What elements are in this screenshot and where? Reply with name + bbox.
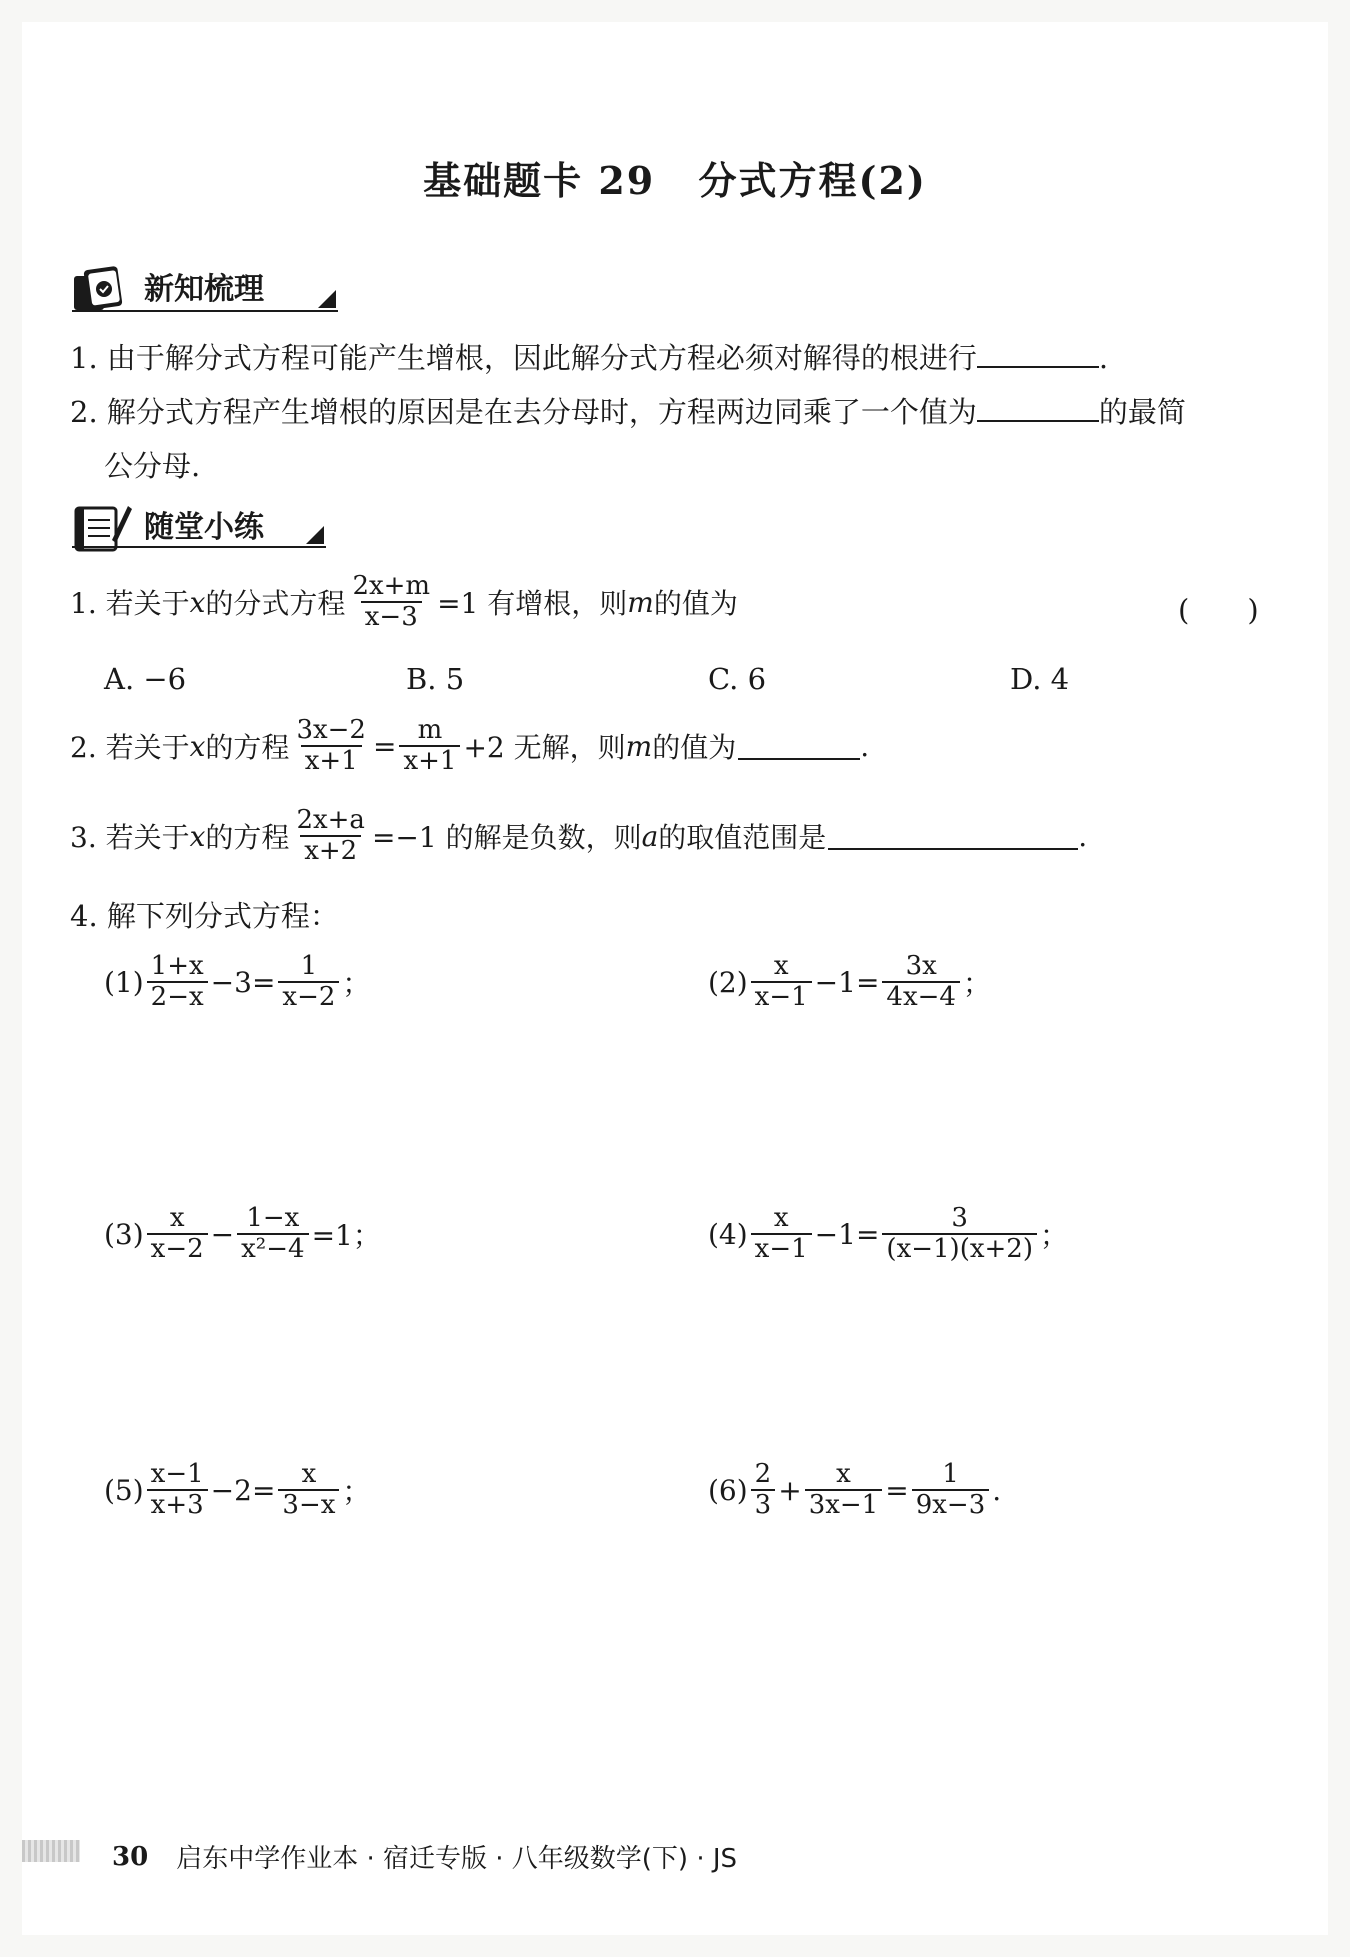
equation-6: (6) $\frac{2}{3}$ + $\frac{x}{3x-1}$ = $\frac{1}{9x-3}$ . [708,1459,1002,1520]
fraction: $\frac{2}{3}$ [751,1460,776,1520]
equation-4: (4) $\frac{x}{x-1}$ −1= $\frac{3}{(x-1)(x+2)}$ ； [708,1203,1068,1264]
equation-5: (5) $\frac{x-1}{x+3}$ −2= $\frac{x}{3-x}$ ； [104,1459,371,1520]
fraction: $\frac{x}{3x-1}$ [805,1460,883,1520]
option-d[interactable]: D. 4 [1010,662,1070,696]
answer-blank[interactable] [977,340,1099,368]
page-number: 30 [112,1841,149,1872]
fraction: $\frac{x-1}{x+3}$ [147,1460,208,1520]
section-practice-rule [72,546,326,548]
practice-question-2: 2. 若关于 x 的方程 $\frac{3x-2}{x+1}$ = $\frac{m}{x+1}$ +2 无解，则 m 的值为 . [70,715,870,776]
answer-blank[interactable] [977,394,1099,422]
answer-choice-parentheses[interactable]: ( ) [1178,593,1259,627]
fraction: $\frac{1-x}{\text{x²−4}}$ [237,1204,308,1264]
title-card-number: 基础题卡 29 [423,158,656,203]
fraction: $\frac{2x+a}{x+2}$ [296,805,365,866]
fraction: $\frac{2x+m}{x-3}$ [352,571,431,632]
page-footer [112,1838,737,1875]
knowledge-item-2-continued: 公分母. [104,449,201,483]
fraction: $\frac{1}{9x-3}$ [912,1460,990,1520]
section-practice-title: 随堂小练 [144,510,264,545]
title-topic: 分式方程(2) [698,158,927,203]
equation-3: (3) $\frac{x}{x-2}$ − $\frac{1-x}{\text{x²−4}}$ =1； [104,1203,381,1264]
practice-question-1: 1. 若关于 x 的分式方程 $\frac{2x+m}{x-3}$ =1 有增根，则 m 的值为 [70,571,738,632]
option-c[interactable]: C. 6 [708,662,767,696]
fraction: $\frac{m}{x+1}$ [399,716,460,776]
equation-1: (1) $\frac{1+x}{2-x}$ −3= $\frac{1}{x-2}$ ； [104,951,371,1012]
footer-decoration [22,1840,80,1862]
knowledge-item-2: 2. 解分式方程产生增根的原因是在去分母时，方程两边同乘了一个值为 的最简 [70,395,1186,429]
answer-blank[interactable] [738,732,860,760]
fraction: $\frac{1}{x-2}$ [278,952,339,1012]
fraction: $\frac{3x-2}{x+1}$ [296,715,366,776]
book-title: 启东中学作业本 · 宿迁专版 · 八年级数学(下) · JS [176,1844,738,1874]
fraction: $\frac{3x}{4x-4}$ [882,952,960,1012]
knowledge-item-1: 1. 由于解分式方程可能产生增根，因此解分式方程必须对解得的根进行 . [70,341,1109,375]
fraction: $\frac{x}{x-1}$ [751,952,812,1012]
option-b[interactable]: B. 5 [406,662,465,696]
section-knowledge-title: 新知梳理 [144,272,264,307]
practice-question-3: 3. 若关于 x 的方程 $\frac{2x+a}{x+2}$ =−1 的解是负数，则 a 的取值范围是 . [70,805,1088,866]
equation-2: (2) $\frac{x}{x-1}$ −1= $\frac{3x}{4x-4}$ ； [708,951,991,1012]
section-knowledge-triangle [318,290,336,308]
fraction: $\frac{x}{3-x}$ [278,1460,339,1520]
section-knowledge-rule [72,310,338,312]
fraction: $\frac{x}{x-1}$ [751,1204,812,1264]
fraction: $\frac{1+x}{2-x}$ [147,952,208,1012]
practice-question-4: 4. 解下列分式方程： [70,899,339,933]
page-title [0,150,1350,205]
fraction: $\frac{x}{x-2}$ [147,1204,208,1264]
fraction: $\frac{3}{(x-1)(x+2)}$ [882,1204,1037,1264]
answer-blank[interactable] [828,822,1078,850]
option-a[interactable]: A. −6 [104,662,187,696]
section-practice-triangle [306,526,324,544]
